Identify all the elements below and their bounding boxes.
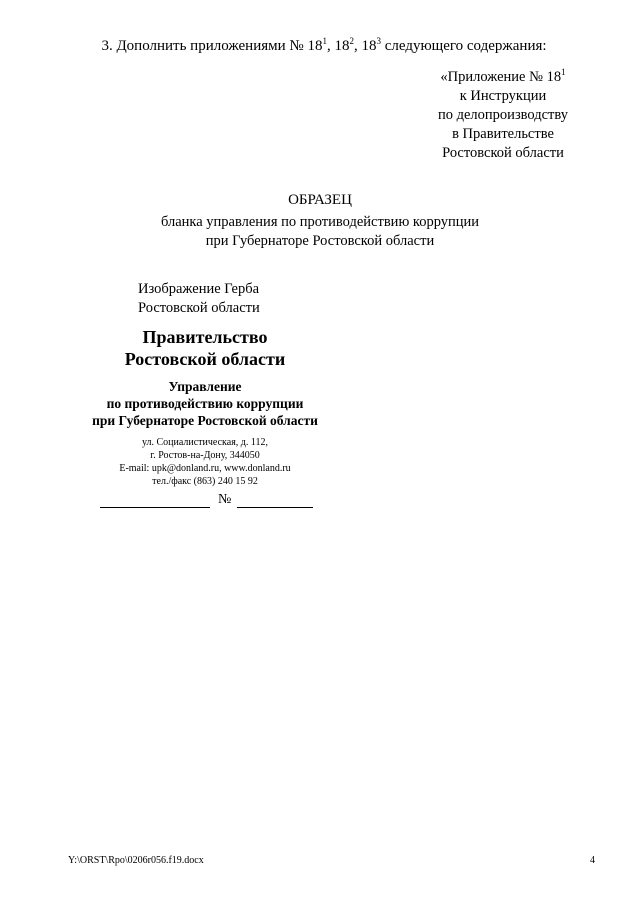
- department-line-1: Управление: [168, 379, 242, 394]
- intro-sup-1: 1: [322, 36, 327, 46]
- sample-subtitle: [0, 213, 640, 251]
- appendix-line-2: к Инструкции: [459, 88, 547, 104]
- sample-subtitle-line-1: бланка управления по противодействию коррупции: [160, 214, 480, 230]
- intro-sep-2: , 18: [353, 38, 377, 54]
- intro-text-end: следующего содержания:: [380, 38, 547, 54]
- date-blank-field: [100, 495, 210, 508]
- department-name: [60, 378, 350, 429]
- registration-line: [100, 492, 313, 508]
- sample-title: ОБРАЗЕЦ: [288, 192, 352, 208]
- coat-of-arms-line-1: Изображение Герба: [138, 281, 260, 297]
- intro-paragraph: [0, 38, 640, 55]
- address-city: г. Ростов-на-Дону, 344050: [150, 450, 260, 461]
- coat-of-arms-line-2: Ростовской области: [138, 300, 260, 316]
- appendix-line-4: в Правительстве: [452, 126, 554, 142]
- appendix-header: [408, 68, 598, 163]
- coat-of-arms-placeholder: [138, 280, 260, 318]
- intro-sep-1: , 18: [326, 38, 350, 54]
- footer-file-path: Y:\ORST\Rpo\0206r056.f19.docx: [68, 855, 204, 866]
- address-phone: тел./факс (863) 240 15 92: [152, 476, 258, 487]
- page-number: 4: [590, 855, 595, 866]
- appendix-line-1: [408, 68, 598, 87]
- appendix-line-5: Ростовской области: [442, 145, 564, 161]
- government-name: [60, 326, 350, 370]
- appendix-line-3: по делопроизводству: [437, 107, 568, 123]
- address-email: E-mail: upk@donland.ru, www.donland.ru: [119, 463, 291, 474]
- sample-subtitle-line-2: при Губернаторе Ростовской области: [205, 233, 435, 249]
- address-street: ул. Социалистическая, д. 112,: [141, 437, 269, 448]
- number-blank-field: [237, 495, 313, 508]
- appendix-title: «Приложение № 18: [440, 69, 562, 85]
- appendix-sup: 1: [561, 67, 566, 78]
- intro-text-start: 3. Дополнить приложениями № 18: [101, 38, 323, 54]
- department-line-2: по противодействию коррупции: [106, 396, 304, 411]
- government-line-2: Ростовской области: [124, 349, 286, 369]
- contact-address: [60, 436, 350, 488]
- number-sign: №: [218, 492, 232, 507]
- government-line-1: Правительство: [142, 327, 268, 347]
- department-line-3: при Губернаторе Ростовской области: [92, 413, 318, 428]
- intro-sup-2: 2: [349, 36, 354, 46]
- intro-sup-3: 3: [376, 36, 381, 46]
